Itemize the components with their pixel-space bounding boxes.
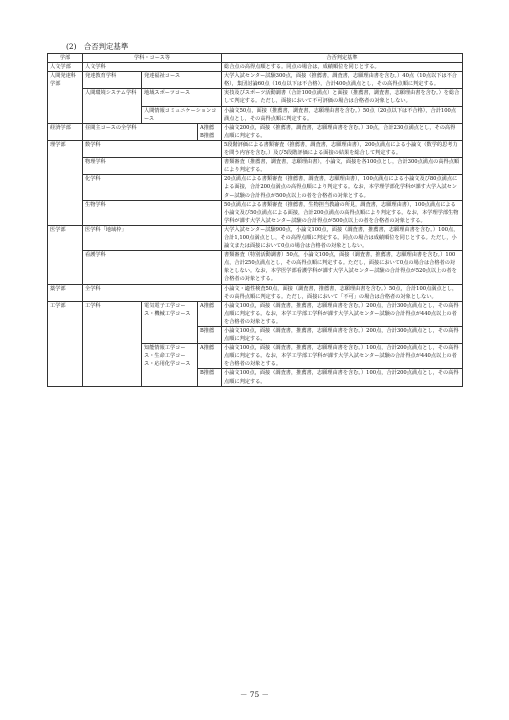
criteria-cell: 5段階評価による書類審査（推薦書，調査書，志願理由書），200点満点による小論文（数学的思考力を問う内容を含む。）及び5段階評価による面接の結果を総合して判定する。 [222, 140, 463, 157]
admission-type-cell: A推薦 [198, 344, 222, 369]
course-cell: 地域スポーツコース [142, 89, 222, 106]
table-row [48, 225, 463, 250]
table-row [48, 72, 463, 89]
dept-cell: 全学科 [83, 284, 222, 301]
course-cell: 電気電子工学コース・機械工学コース [142, 301, 198, 343]
faculty-cell: 人文学部 [48, 63, 83, 72]
header-faculty: 学部 [48, 54, 83, 63]
dept-cell: 医学科「地域枠」 [83, 225, 222, 250]
criteria-cell: 小論文100点，面接（調査書，推薦書，志願理由書を含む。）200点，合計300点満点とし，その高得点順に判定する。 [222, 327, 463, 344]
faculty-cell: 理学部 [48, 140, 83, 225]
table-row [48, 284, 463, 301]
course-cell: 発達福祉コース [142, 72, 222, 89]
admission-criteria-table [47, 53, 463, 387]
faculty-cell: 薬学部 [48, 284, 83, 301]
table-header-row [48, 54, 463, 63]
section-heading: (2) 合否判定基準 [66, 42, 129, 51]
criteria-cell: 小論文・適性検査50点，面接（調査書，推薦書，志願理由書を含む。）50点，合計100点満点とし，その高得点順に判定する。ただし，面接において「不可」の場合は合格者の対象としない。 [222, 284, 463, 301]
page-number: － 75 － [240, 690, 269, 699]
dept-cell: 人間環境システム学科 [83, 89, 142, 123]
table-row [48, 158, 463, 175]
criteria-cell: 大学入試センター試験300点，面接（推薦書，調査書，志願理由書を含む。）40点（10点以下は不合格），集団討論60点（16点以下は不合格），合計400点満点とし，その高得点順に判定する。 [222, 72, 463, 89]
faculty-cell: 工学部 [48, 301, 83, 386]
faculty-cell: 経済学部 [48, 123, 83, 140]
criteria-cell: 小論文200点，面接（推薦書，調査書，志願理由書を含む。）30点，合計230点満点とし，その高得点順に判定する。 [222, 123, 463, 140]
table-row [48, 175, 463, 200]
criteria-cell: 総合点の高得点順とする。同点の場合は，成績順位を同じとする。 [222, 63, 463, 72]
course-cell: 知能情報工学コース・生命工学コース・応用化学コース [142, 344, 198, 386]
table-row [48, 301, 463, 326]
criteria-cell: 小論文100点，面接（調査書，推薦書，志願理由書を含む。）200点，合計300点満点とし，その高得点順に判定する。なお，本学工学部工学科が課す大学入試センター試験の合計得点が440点以上の者を合格者の対象とする。 [222, 301, 463, 326]
criteria-cell: 小論文50点，面接（推薦書，調査書，志願理由書を含む。）50点（20点以下は不合格），合計100点満点とし，その高得点順に判定する。 [222, 106, 463, 123]
dept-cell: 生物学科 [83, 200, 222, 225]
faculty-cell: 医学部 [48, 225, 83, 284]
faculty-cell: 人間発達科学部 [48, 72, 83, 124]
criteria-cell: 小論文100点，面接（調査書，推薦書，志願理由書を含む。）100点，合計200点満点とし，その高得点順に判定する。 [222, 369, 463, 386]
admission-type-cell: B推薦 [198, 327, 222, 344]
criteria-cell: 20点満点による書類審査（推薦書，調査書，志願理由書），100点満点による小論文及び80点満点による面接，合計200点満点の高得点順により判定する。なお，本学理学部化学科が課す大学入試センター試験の合計得点が500点以上の者を合格者の対象とする。 [222, 175, 463, 200]
dept-cell: 看護学科 [83, 251, 222, 284]
table-row [48, 63, 463, 72]
header-dept: 学科・コース等 [83, 54, 222, 63]
dept-cell: 発達教育学科 [83, 72, 142, 89]
criteria-cell: 実技及びスポーツ活動調書（合計100点満点）と面接（推薦書，調査書，志願理由書を含む。）を総合して判定する。ただし，面接において不可評価の場合は合格者の対象としない。 [222, 89, 463, 106]
dept-cell: 物理学科 [83, 158, 222, 175]
dept-cell: 数学科 [83, 140, 222, 157]
dept-cell: 化学科 [83, 175, 222, 200]
admission-type-cell: B推薦 [198, 369, 222, 386]
criteria-cell: 小論文100点，面接（調査書，推薦書，志願理由書を含む。）100点，合計200点満点とし，その高得点順に判定する。なお，本学工学部工学科が課す大学入試センター試験の合計得点が440点以上の者を合格者の対象とする。 [222, 344, 463, 369]
admission-type-cell: A推薦 B推薦 [198, 123, 222, 140]
dept-cell: 昼間主コースの全学科 [83, 123, 198, 140]
table-row [48, 123, 463, 140]
criteria-cell: 書類審査（推薦書，調査書，志願理由書），小論文，面接を各100点とし，合計300点満点の高得点順により判定する。 [222, 158, 463, 175]
header-criteria: 合否判定基準 [222, 54, 463, 63]
admission-type-cell: A推薦 [198, 301, 222, 326]
dept-cell: 人文学科 [83, 63, 222, 72]
criteria-cell: 50点満点による書類審査（推薦書，生物担当教諭の所見，調査書，志願理由書），100点満点による小論文及び50点満点による面接，合計200点満点の高得点順により判定する。なお，本学理学部生物学科が課す大学入試センター試験の合計得点が500点以上の者を合格者の対象とする。 [222, 200, 463, 225]
table-row [48, 140, 463, 157]
criteria-cell: 大学入試センター試験900点，小論文100点，面接（調査書，推薦書，志願理由書を含む。）100点，合計1,100点満点とし，その高得点順に判定する。同点の場合は成績順位を同じとする。ただし，小論文または面接において0点の場合は合格者の対象としない。 [222, 225, 463, 250]
dept-cell: 工学科 [83, 301, 142, 386]
table-row [48, 200, 463, 225]
table-row [48, 89, 463, 106]
course-cell: 人間情報コミュニケーションコース [142, 106, 222, 123]
criteria-cell: 書類審査（特別活動調書）50点，小論文100点，面接（調査書，推薦書，志願理由書を含む。）100点，合計250点満点とし，その高得点順に判定する。ただし，面接において0点の場合は合格者の対象としない。なお，本学医学部看護学科が課す大学入試センター試験の合計得点が520点以上の者を合格者の対象とする。 [222, 251, 463, 284]
table-row [48, 251, 463, 284]
